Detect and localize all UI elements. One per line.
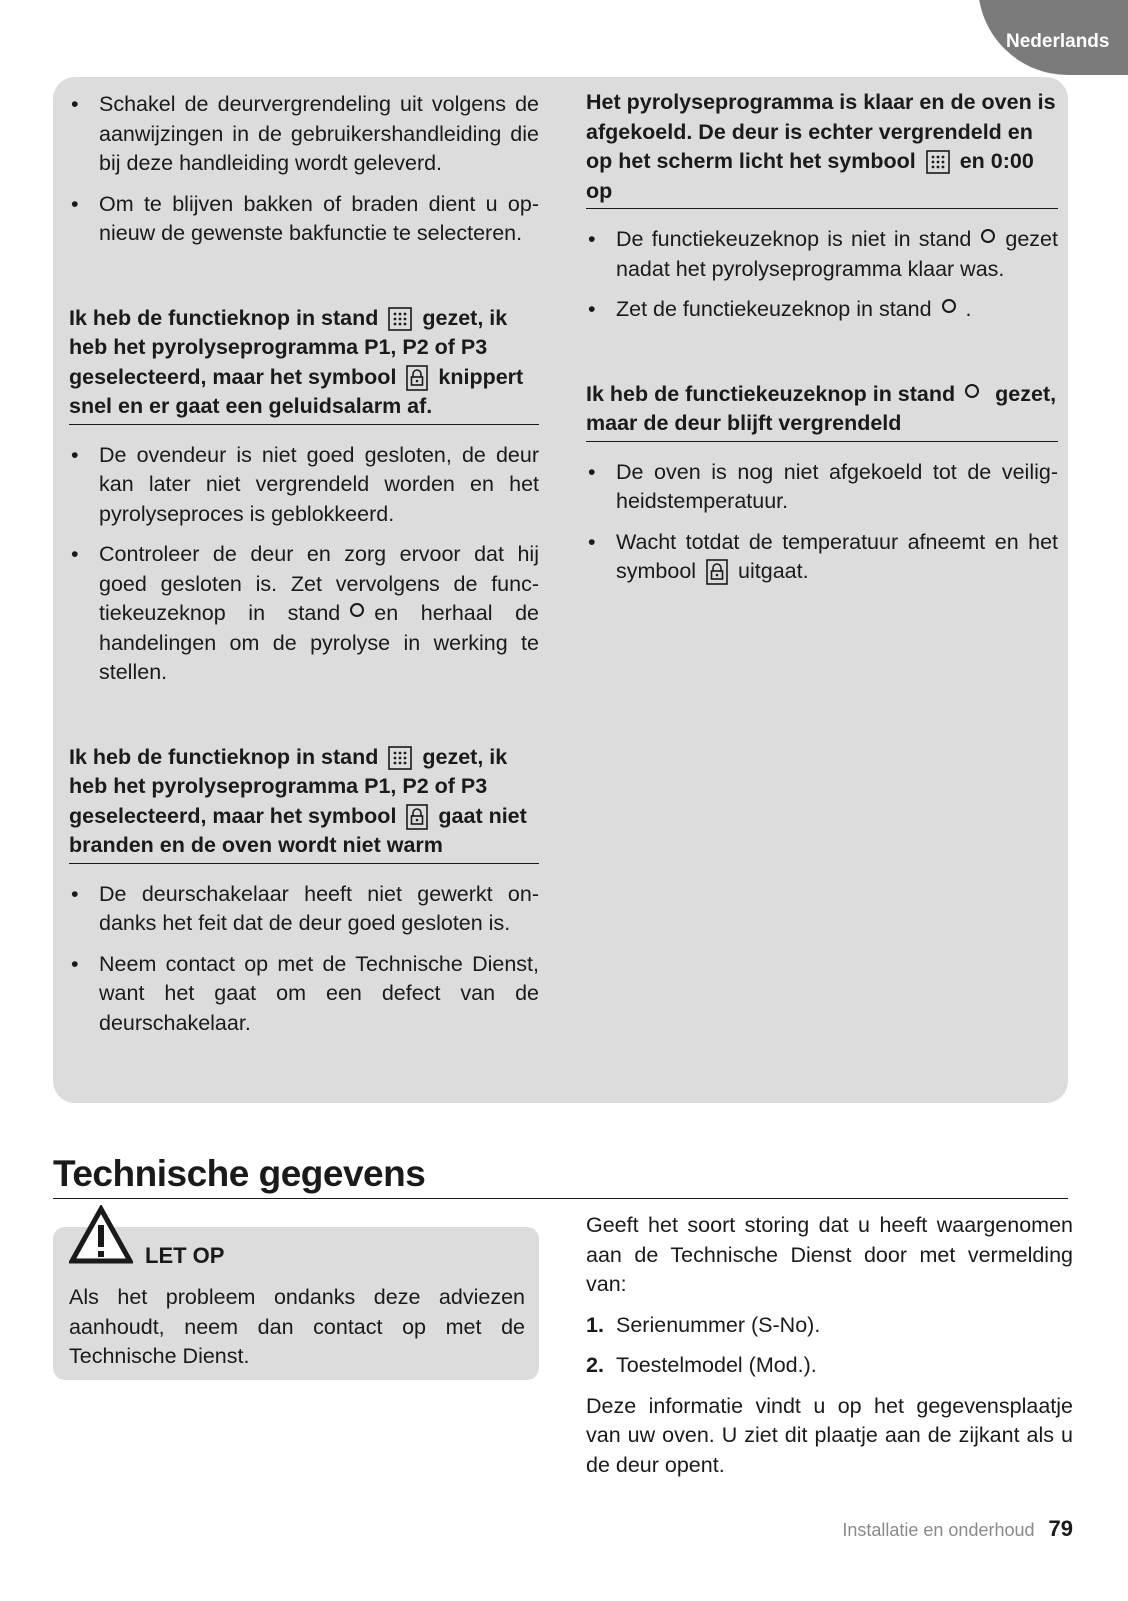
heading-text: en 0:00 op xyxy=(586,149,1034,203)
list-item: • Schakel de deurvergrendeling uit volgens de aanwijzingen in de gebruikershandleiding die bij deze handleiding wordt geleverd. xyxy=(69,90,539,179)
lock-icon xyxy=(406,365,428,391)
left-column xyxy=(69,90,539,1049)
lock-icon xyxy=(706,559,728,585)
list-number: 2. xyxy=(586,1353,604,1377)
bullet-list xyxy=(586,458,1058,587)
footer-section: Installatie en onderhoud xyxy=(842,1520,1035,1540)
heading-text: knippert snel en er gaat een geluidsalarm af. xyxy=(69,364,524,418)
paragraph: Deze informatie vindt u op het gegevensplaatje van uw oven. U ziet dit plaatje aan de zijkant als u de deur opent. xyxy=(586,1393,1073,1477)
intro-bullet-list xyxy=(69,90,539,249)
list-item: • De deurschakelaar heeft niet gewerkt ondanks het feit dat de deur goed gesloten is. xyxy=(69,880,539,939)
heading-text: gezet, ik heb het pyrolyseprogramma P1, P2 of P3 geselecteerd, maar het symbool xyxy=(69,744,508,828)
section-heading-door-locked xyxy=(586,88,1058,209)
heading-text: gezet, maar de deur blijft vergrendeld xyxy=(586,381,1057,435)
section-title: Technische gegevens xyxy=(53,1150,1068,1199)
list-item xyxy=(586,1311,1073,1341)
pyrolysis-icon xyxy=(388,307,412,331)
warning-text: Als het probleem ondanks deze adviezen aanhoudt, neem dan contact op met de Technische Dienst. xyxy=(69,1285,525,1368)
page-footer xyxy=(842,1516,1073,1542)
paragraph: Geeft het soort storing dat u heeft waargenomen aan de Technische Dienst door met vermelding van: xyxy=(586,1213,1073,1296)
list-item: • Neem contact op met de Technische Dienst, want het gaat om een defect van de deurschakelaar. xyxy=(69,950,539,1039)
section-heading-door-stays-locked xyxy=(586,380,1058,442)
page-number: 79 xyxy=(1048,1516,1073,1541)
list-item: • De oven is nog niet afgekoeld tot de veiligheidstemperatuur. xyxy=(586,458,1058,517)
list-item-text: Serienummer (S-No). xyxy=(616,1312,821,1337)
list-item-text: De functiekeuzeknop is niet in stand xyxy=(616,227,972,251)
heading-text: Het pyrolyseprogramma is klaar en de oven is afgekoeld. De deur is echter vergrendeld en op het scherm licht het symbool xyxy=(586,90,1056,173)
right-column xyxy=(586,88,1058,598)
list-item: • De ovendeur is niet goed gesloten, de deur kan later niet vergrendeld worden en het pyrolyseproces is geblokkeerd. xyxy=(69,441,539,530)
list-item-text: . xyxy=(965,297,972,321)
list-item-text: en herhaal de handelingen om de pyrolyse in werking te stellen. xyxy=(99,601,540,684)
list-item-text: Toestelmodel (Mod.). xyxy=(616,1353,817,1377)
list-item xyxy=(69,540,539,688)
warning-box xyxy=(53,1227,539,1380)
list-item: • Om te blijven bakken of braden dient u opnieuw de gewenste bakfunctie te selecteren. xyxy=(69,190,539,249)
list-item xyxy=(586,225,1058,284)
list-item-text: Controleer de deur en zorg ervoor dat hij goed gesloten is. Zet vervolgens de functiekeuzeknop in stand xyxy=(99,542,539,625)
list-item-text: uitgaat. xyxy=(738,559,809,583)
off-position-icon xyxy=(942,299,956,313)
language-label: Nederlands xyxy=(1006,31,1110,52)
list-item xyxy=(586,295,1058,325)
heading-text: Ik heb de functieknop in stand xyxy=(69,305,379,330)
bullet-list xyxy=(69,441,539,688)
list-item xyxy=(586,1351,1073,1381)
pyrolysis-icon xyxy=(388,746,412,770)
off-position-icon xyxy=(350,603,364,617)
lock-icon xyxy=(406,804,428,830)
list-item xyxy=(586,528,1058,587)
heading-text: gaat niet branden en de oven wordt niet warm xyxy=(69,803,527,857)
numbered-list xyxy=(586,1311,1073,1381)
list-item-text: Zet de functiekeuzeknop in stand xyxy=(616,297,932,321)
list-number: 1. xyxy=(586,1312,604,1337)
warning-triangle-icon xyxy=(69,1205,133,1265)
bullet-list xyxy=(69,880,539,1039)
pyrolysis-icon xyxy=(926,150,950,174)
list-item-text: gezet nadat het pyrolyseprogramma klaar was. xyxy=(616,227,1058,281)
heading-text: Ik heb de functieknop in stand xyxy=(69,744,379,769)
bullet-list xyxy=(586,225,1058,325)
section-heading-lock-blinking xyxy=(69,304,539,425)
tech-info xyxy=(586,1211,1073,1491)
warning-title: LET OP xyxy=(145,1243,225,1268)
heading-text: Ik heb de functiekeuzeknop in stand xyxy=(586,381,956,406)
heading-text: gezet, ik heb het pyrolyseprogramma P1, P2 of P3 geselecteerd, maar het symbool xyxy=(69,305,508,389)
section-heading-lock-off xyxy=(69,743,539,864)
off-position-icon xyxy=(965,384,979,398)
list-item-text: Wacht totdat de temperatuur afneemt en het symbool xyxy=(616,529,1058,583)
language-tab xyxy=(978,0,1128,75)
off-position-icon xyxy=(981,229,995,243)
